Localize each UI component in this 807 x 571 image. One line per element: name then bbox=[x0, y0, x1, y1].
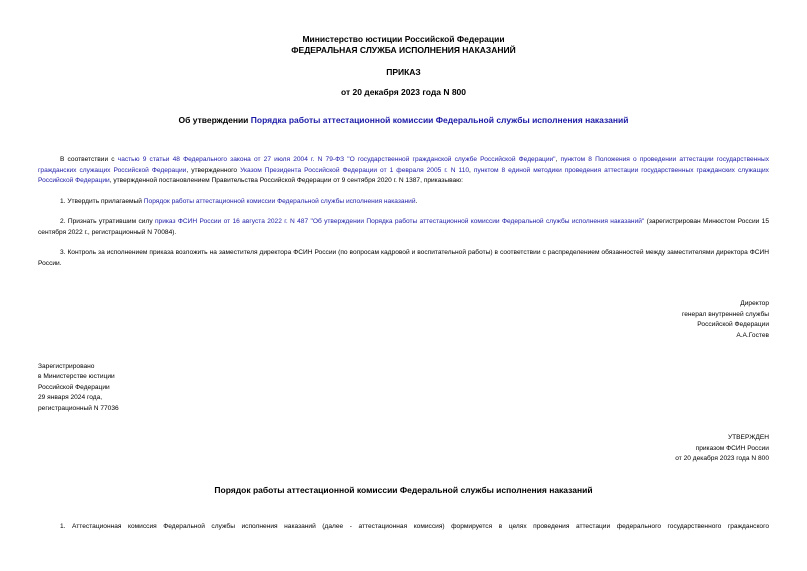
presidential-decree-link[interactable]: Указом Президента Российской Федерации от 1 февраля 2005 г. N 110 bbox=[240, 166, 470, 174]
item-1-paragraph bbox=[38, 197, 769, 208]
registration-line: Российской Федерации bbox=[38, 383, 110, 391]
item-1-text: 1. Утвердить прилагаемый bbox=[60, 198, 144, 205]
doc-type-heading: ПРИКАЗ bbox=[386, 67, 421, 77]
approval-line: от 20 декабря 2023 года N 800 bbox=[675, 455, 769, 463]
preamble-paragraph bbox=[38, 155, 769, 187]
section-1-paragraph: 1. Аттестационная комиссия Федеральной службы исполнения наказаний (далее - аттестационная комиссия) формируется в целях проведения аттестации федерального государственного гражданского bbox=[60, 523, 769, 530]
preamble-text-5: , утвержденной постановлением Правительства Российской Федерации от 9 сентября 2020 г. N 1387, приказываю: bbox=[109, 177, 463, 184]
law-79fz-link[interactable]: частью 9 статьи 48 Федерального закона от 27 июля 2004 г. N 79-ФЗ "О государственной гражданской службе Российской Федерации" bbox=[117, 156, 556, 163]
signature-block bbox=[682, 299, 769, 341]
item-3-paragraph: 3. Контроль за исполнением приказа возложить на заместителя директора ФСИН России (по вопросам кадровой и воспитательной работы) в соответствии с распределением обязанностей между заместителями директора ФСИН России. bbox=[38, 249, 769, 267]
approval-line: УТВЕРЖДЕН bbox=[727, 434, 769, 441]
item-2-text: 2. Признать утратившим силу bbox=[60, 218, 155, 225]
unified-methodology-link[interactable]: пунктом 8 единой методики проведения аттестации государственных гражданских служащих Российской Федерации bbox=[38, 166, 769, 184]
doc-title-prefix: Об утверждении bbox=[178, 115, 251, 125]
attestation-regulation-link[interactable]: пунктом 8 Положения о проведении аттестации государственных гражданских служащих Российской Федерации bbox=[38, 156, 769, 174]
ministry-heading: Министерство юстиции Российской Федерации bbox=[302, 34, 505, 44]
registration-line: Зарегистрировано bbox=[38, 363, 95, 370]
signature-line: Российской Федерации bbox=[697, 321, 769, 329]
preamble-text-2: , bbox=[555, 156, 561, 163]
signature-line: А.А.Гостев bbox=[736, 331, 769, 339]
signature-line: генерал внутренней службы bbox=[681, 310, 769, 318]
order-487-link[interactable]: приказ ФСИН России от 16 августа 2022 г. N 487 "Об утверждении Порядка работы аттестационной комиссии Федеральной службы исполнения наказаний" bbox=[154, 218, 645, 225]
doc-title-link[interactable]: Порядка работы аттестационной комиссии Федеральной службы исполнения наказаний bbox=[250, 115, 629, 125]
preamble-text-1: В соответствии с bbox=[60, 156, 118, 163]
registration-line: 29 января 2024 года, bbox=[38, 394, 103, 402]
order-title: Порядок работы аттестационной комиссии Федеральной службы исполнения наказаний bbox=[214, 485, 593, 495]
item-2-end: (зарегистрирован Минюстом России 15 сентября 2022 г., регистрационный N 70084). bbox=[38, 218, 769, 236]
registration-line: регистрационный N 77036 bbox=[38, 404, 119, 412]
approval-block bbox=[675, 433, 769, 465]
approval-line: приказом ФСИН России bbox=[695, 444, 769, 452]
item-1-end: . bbox=[415, 198, 418, 205]
preamble-text-4: , bbox=[469, 166, 474, 174]
item-2-paragraph bbox=[38, 217, 769, 238]
registration-block bbox=[38, 362, 119, 414]
procedure-link[interactable]: Порядок работы аттестационной комиссии Федеральной службы исполнения наказаний bbox=[143, 198, 416, 205]
service-heading: ФЕДЕРАЛЬНАЯ СЛУЖБА ИСПОЛНЕНИЯ НАКАЗАНИЙ bbox=[291, 45, 516, 55]
signature-line: Директор bbox=[740, 300, 769, 307]
preamble-text-3: , утвержденного bbox=[186, 166, 241, 174]
doc-date-number: от 20 декабря 2023 года N 800 bbox=[340, 87, 467, 97]
registration-line: в Министерстве юстиции bbox=[38, 373, 115, 381]
doc-title bbox=[0, 115, 807, 126]
